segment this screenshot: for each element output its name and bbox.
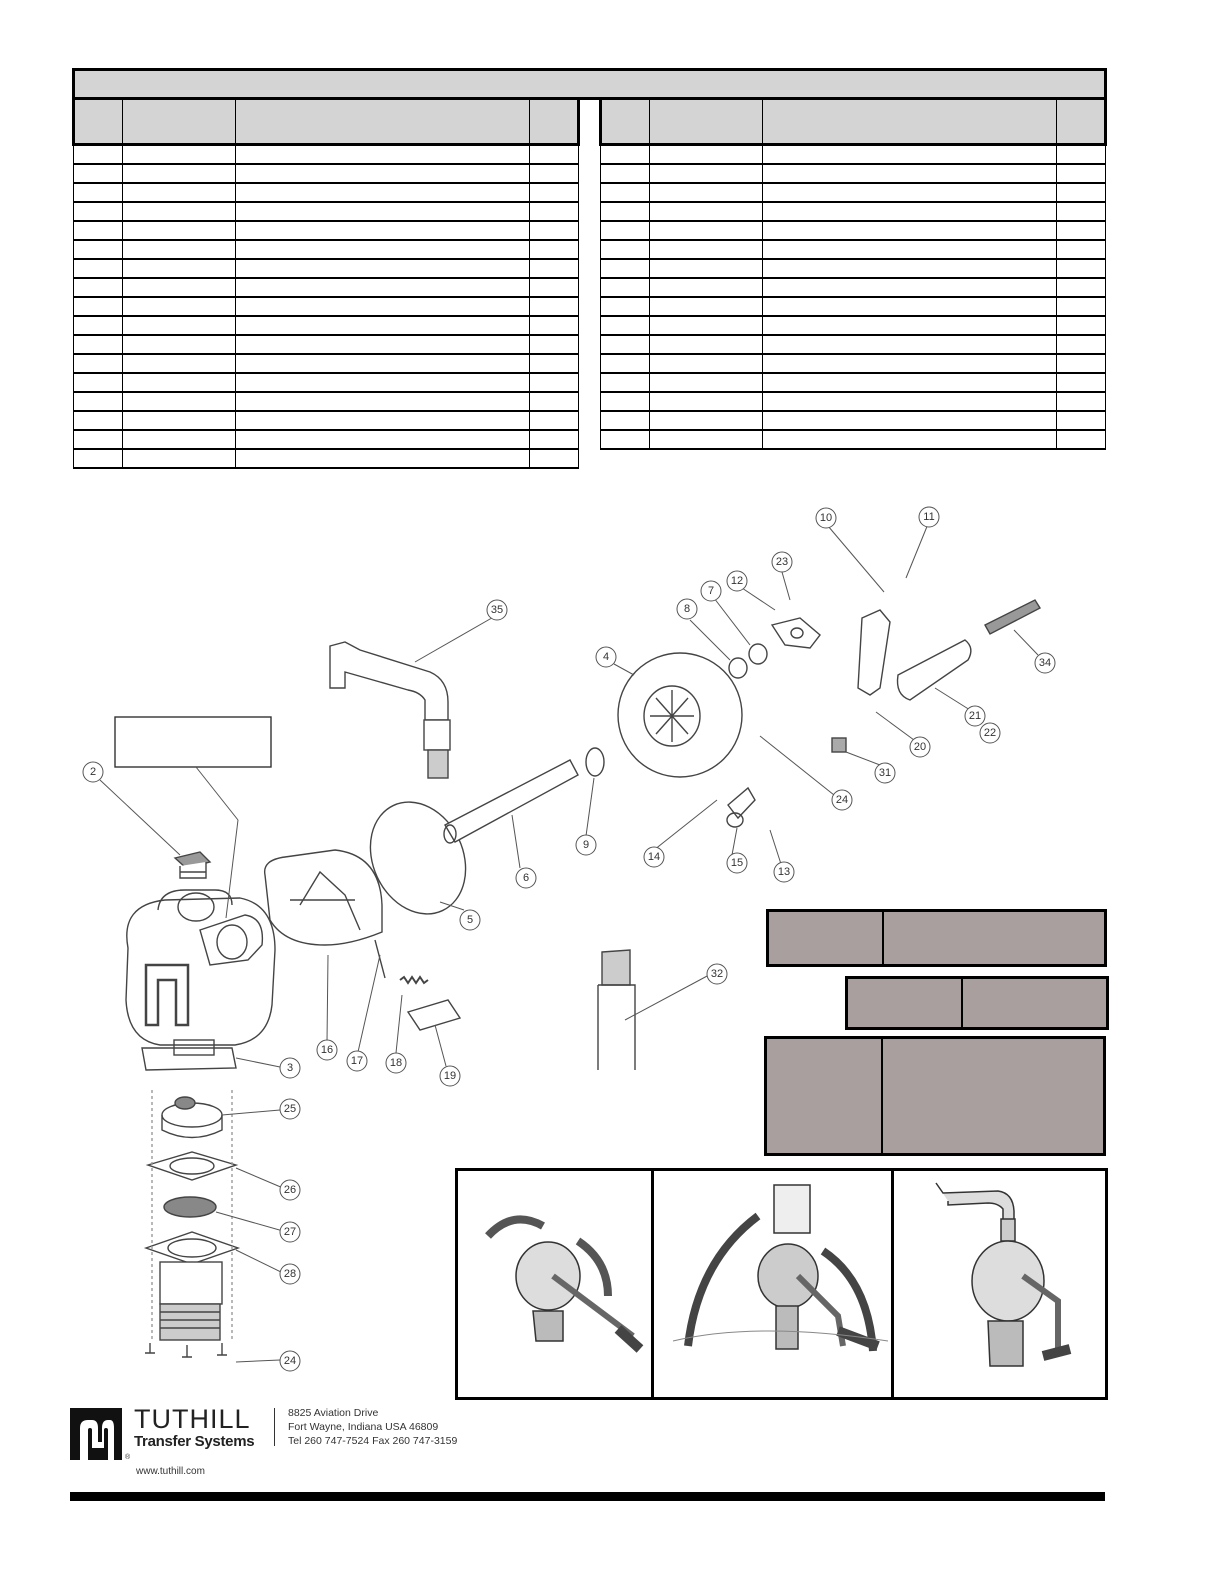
table-row bbox=[74, 335, 579, 354]
table-cell-item bbox=[74, 411, 123, 430]
callout-label: 24 bbox=[283, 1355, 297, 1367]
callout-22 bbox=[980, 723, 1000, 743]
header-cell-description bbox=[236, 99, 530, 145]
table-cell-description bbox=[236, 335, 530, 354]
plug-drawing bbox=[175, 852, 210, 878]
table-cell-qty bbox=[1057, 278, 1106, 297]
table-cell-item bbox=[601, 335, 650, 354]
callout-5 bbox=[460, 910, 480, 930]
table-cell-part-number bbox=[650, 373, 763, 392]
table-row bbox=[74, 278, 579, 297]
callout-19 bbox=[440, 1066, 460, 1086]
table-cell-description bbox=[763, 278, 1057, 297]
table-cell-item bbox=[601, 278, 650, 297]
table-cell-qty bbox=[530, 278, 579, 297]
callout-10 bbox=[816, 508, 836, 528]
table-cell-part-number bbox=[123, 183, 236, 202]
parts-table-right bbox=[599, 97, 1107, 450]
pump-body-drawing bbox=[126, 890, 275, 1070]
callout-24 bbox=[832, 790, 852, 810]
callout-label: 15 bbox=[730, 857, 744, 869]
table-cell-part-number bbox=[650, 259, 763, 278]
callout-24 bbox=[280, 1351, 300, 1371]
table-row bbox=[74, 392, 579, 411]
header-cell-description bbox=[763, 99, 1057, 145]
table-row bbox=[74, 297, 579, 316]
table-row bbox=[601, 316, 1106, 335]
table-row bbox=[601, 145, 1106, 165]
table-row bbox=[74, 316, 579, 335]
table-cell-part-number bbox=[650, 411, 763, 430]
table-row bbox=[601, 335, 1106, 354]
table-cell-description bbox=[236, 202, 530, 221]
table-cell-item bbox=[74, 316, 123, 335]
table-cell-item bbox=[74, 240, 123, 259]
table-cell-item bbox=[74, 354, 123, 373]
table-row bbox=[74, 240, 579, 259]
callout-25 bbox=[280, 1099, 300, 1119]
table-cell-item bbox=[601, 240, 650, 259]
brand-name: TUTHILL bbox=[134, 1404, 251, 1434]
callout-label: 24 bbox=[835, 794, 849, 806]
header-cell-part-number bbox=[123, 99, 236, 145]
tuthill-logo-icon bbox=[70, 1408, 122, 1460]
address-city: Fort Wayne, Indiana USA 46809 bbox=[288, 1421, 439, 1433]
callout-16 bbox=[317, 1040, 337, 1060]
table-row bbox=[601, 183, 1106, 202]
callout-15 bbox=[727, 853, 747, 873]
washer-8-drawing bbox=[729, 658, 747, 678]
table-cell-part-number bbox=[650, 430, 763, 449]
table-cell-description bbox=[236, 278, 530, 297]
table-cell-part-number bbox=[123, 335, 236, 354]
callout-23 bbox=[772, 552, 792, 572]
table-cell-part-number bbox=[123, 240, 236, 259]
table-cell-part-number bbox=[123, 430, 236, 449]
table-cell-qty bbox=[1057, 430, 1106, 449]
table-cell-description bbox=[236, 373, 530, 392]
table-row bbox=[74, 221, 579, 240]
bracket-drawing bbox=[772, 618, 820, 648]
table-cell-qty bbox=[1057, 297, 1106, 316]
callout-label: 32 bbox=[710, 968, 724, 980]
table-cell-item bbox=[601, 145, 650, 165]
table-cell-part-number bbox=[650, 164, 763, 183]
table-cell-item bbox=[601, 183, 650, 202]
table-row bbox=[601, 430, 1106, 449]
table-cell-item bbox=[74, 449, 123, 468]
table-cell-description bbox=[763, 240, 1057, 259]
o-ring-drawing bbox=[586, 748, 604, 776]
table-cell-item bbox=[74, 259, 123, 278]
table-cell-item bbox=[601, 430, 650, 449]
table-row bbox=[74, 259, 579, 278]
callout-label: 9 bbox=[582, 839, 590, 851]
photo-2-pump-with-meter bbox=[673, 1185, 888, 1351]
check-valve-stack-drawing bbox=[145, 1090, 238, 1357]
table-cell-part-number bbox=[123, 411, 236, 430]
callout-3 bbox=[280, 1058, 300, 1078]
callout-label: 5 bbox=[466, 914, 474, 926]
table-cell-part-number bbox=[123, 278, 236, 297]
callout-35 bbox=[487, 600, 507, 620]
rotor-drawing bbox=[265, 850, 382, 945]
table-cell-description bbox=[236, 430, 530, 449]
table-cell-item bbox=[74, 202, 123, 221]
table-cell-description bbox=[236, 392, 530, 411]
table-cell-qty bbox=[530, 335, 579, 354]
table-cell-description bbox=[236, 411, 530, 430]
callout-28 bbox=[280, 1264, 300, 1284]
grip-drawing bbox=[898, 640, 971, 700]
table-cell-description bbox=[236, 221, 530, 240]
callout-label: 31 bbox=[878, 767, 892, 779]
table-cell-part-number bbox=[650, 297, 763, 316]
callout-label: 28 bbox=[283, 1268, 297, 1280]
callout-label: 13 bbox=[777, 866, 791, 878]
parts-table-left bbox=[72, 97, 580, 469]
callout-label: 23 bbox=[775, 556, 789, 568]
callout-11 bbox=[919, 507, 939, 527]
table-cell-qty bbox=[1057, 240, 1106, 259]
table-cell-qty bbox=[1057, 354, 1106, 373]
table-cell-description bbox=[236, 240, 530, 259]
callout-label: 14 bbox=[647, 851, 661, 863]
washer-7-drawing bbox=[749, 644, 767, 664]
table-cell-qty bbox=[530, 259, 579, 278]
table-row bbox=[601, 202, 1106, 221]
header-cell-item bbox=[601, 99, 650, 145]
callout-2 bbox=[83, 762, 103, 782]
callout-20 bbox=[910, 737, 930, 757]
callout-13 bbox=[774, 862, 794, 882]
table-row bbox=[601, 164, 1106, 183]
table-cell-qty bbox=[530, 392, 579, 411]
table-cell-part-number bbox=[650, 392, 763, 411]
pump-photo-illustrations bbox=[458, 1171, 1105, 1397]
callout-26 bbox=[280, 1180, 300, 1200]
table-cell-part-number bbox=[123, 202, 236, 221]
table-cell-description bbox=[763, 202, 1057, 221]
table-cell-part-number bbox=[650, 316, 763, 335]
box-divider bbox=[881, 1039, 883, 1153]
brand-subtitle: Transfer Systems bbox=[134, 1433, 255, 1450]
table-header-row bbox=[74, 99, 579, 145]
table-row bbox=[601, 221, 1106, 240]
callout-9 bbox=[576, 835, 596, 855]
table-cell-item bbox=[74, 392, 123, 411]
callout-14 bbox=[644, 847, 664, 867]
callout-label: 22 bbox=[983, 727, 997, 739]
table-cell-part-number bbox=[123, 354, 236, 373]
table-row bbox=[74, 449, 579, 468]
table-cell-qty bbox=[530, 354, 579, 373]
table-cell-description bbox=[763, 411, 1057, 430]
parts-table-title-bar bbox=[72, 68, 1107, 100]
header-cell-qty bbox=[530, 99, 579, 145]
table-cell-part-number bbox=[123, 297, 236, 316]
table-row bbox=[601, 392, 1106, 411]
table-cell-description bbox=[763, 183, 1057, 202]
grey-box-middle bbox=[845, 976, 1109, 1030]
header-cell-part-number bbox=[650, 99, 763, 145]
table-cell-qty bbox=[1057, 392, 1106, 411]
cover-drawing bbox=[618, 653, 742, 777]
table-cell-description bbox=[236, 164, 530, 183]
table-cell-part-number bbox=[650, 240, 763, 259]
table-cell-item bbox=[74, 183, 123, 202]
table-cell-part-number bbox=[123, 221, 236, 240]
table-cell-description bbox=[236, 354, 530, 373]
footer-separator bbox=[274, 1408, 275, 1446]
grey-box-bottom bbox=[764, 1036, 1106, 1156]
table-cell-item bbox=[601, 373, 650, 392]
table-cell-part-number bbox=[650, 183, 763, 202]
table-cell-item bbox=[74, 221, 123, 240]
callout-label: 4 bbox=[602, 651, 610, 663]
table-cell-qty bbox=[1057, 373, 1106, 392]
callout-12 bbox=[727, 571, 747, 591]
callout-21 bbox=[965, 706, 985, 726]
table-row bbox=[74, 164, 579, 183]
callout-label: 2 bbox=[89, 766, 97, 778]
table-cell-description bbox=[236, 297, 530, 316]
address-street: 8825 Aviation Drive bbox=[288, 1407, 379, 1419]
table-row bbox=[601, 373, 1106, 392]
callout-label: 12 bbox=[730, 575, 744, 587]
callout-label: 3 bbox=[286, 1062, 294, 1074]
table-cell-item bbox=[601, 221, 650, 240]
table-cell-description bbox=[763, 335, 1057, 354]
table-row bbox=[601, 259, 1106, 278]
table-cell-qty bbox=[530, 411, 579, 430]
callout-label: 6 bbox=[522, 872, 530, 884]
callout-label: 21 bbox=[968, 710, 982, 722]
callout-27 bbox=[280, 1222, 300, 1242]
callout-4 bbox=[596, 647, 616, 667]
table-cell-qty bbox=[1057, 411, 1106, 430]
nut-drawing bbox=[832, 738, 846, 752]
suction-pipe-drawing bbox=[598, 950, 635, 1070]
table-cell-description bbox=[236, 183, 530, 202]
table-cell-description bbox=[763, 221, 1057, 240]
header-cell-item bbox=[74, 99, 123, 145]
table-cell-qty bbox=[530, 164, 579, 183]
box-divider bbox=[961, 979, 963, 1027]
callout-label: 10 bbox=[819, 512, 833, 524]
table-cell-part-number bbox=[123, 373, 236, 392]
table-cell-qty bbox=[530, 297, 579, 316]
table-cell-qty bbox=[1057, 145, 1106, 165]
callout-label: 19 bbox=[443, 1070, 457, 1082]
callout-17 bbox=[347, 1051, 367, 1071]
table-cell-item bbox=[74, 164, 123, 183]
product-photos-panel bbox=[455, 1168, 1108, 1400]
table-row bbox=[74, 411, 579, 430]
header-cell-qty bbox=[1057, 99, 1106, 145]
table-cell-item bbox=[601, 164, 650, 183]
table-cell-description bbox=[763, 164, 1057, 183]
table-cell-description bbox=[236, 316, 530, 335]
callout-label: 11 bbox=[923, 511, 935, 523]
address-phone-fax: Tel 260 747-7524 Fax 260 747-3159 bbox=[288, 1435, 458, 1447]
callout-8 bbox=[677, 599, 697, 619]
table-cell-qty bbox=[530, 221, 579, 240]
callout-7 bbox=[701, 581, 721, 601]
table-cell-item bbox=[601, 392, 650, 411]
table-cell-item bbox=[74, 335, 123, 354]
table-cell-item bbox=[601, 411, 650, 430]
spring-drawing bbox=[400, 977, 428, 983]
table-cell-part-number bbox=[123, 259, 236, 278]
table-cell-item bbox=[74, 297, 123, 316]
callout-6 bbox=[516, 868, 536, 888]
table-cell-qty bbox=[530, 316, 579, 335]
table-cell-item bbox=[74, 145, 123, 165]
table-cell-item bbox=[601, 259, 650, 278]
table-row bbox=[601, 411, 1106, 430]
callout-label: 16 bbox=[320, 1044, 334, 1056]
bolt-drawing bbox=[985, 600, 1040, 634]
photo-1-pump-with-hoses bbox=[488, 1219, 640, 1349]
table-row bbox=[601, 297, 1106, 316]
table-cell-qty bbox=[530, 202, 579, 221]
box-divider bbox=[882, 912, 884, 964]
table-cell-qty bbox=[530, 430, 579, 449]
table-cell-part-number bbox=[650, 335, 763, 354]
table-cell-part-number bbox=[123, 164, 236, 183]
table-cell-qty bbox=[530, 145, 579, 165]
table-cell-part-number bbox=[650, 145, 763, 165]
table-cell-description bbox=[763, 316, 1057, 335]
website-link[interactable]: www.tuthill.com bbox=[136, 1466, 205, 1477]
table-cell-qty bbox=[530, 373, 579, 392]
photo-3-pump-with-spout bbox=[936, 1183, 1070, 1366]
table-row bbox=[601, 240, 1106, 259]
callout-label: 35 bbox=[490, 604, 504, 616]
table-cell-qty bbox=[530, 183, 579, 202]
table-row bbox=[601, 278, 1106, 297]
table-cell-qty bbox=[1057, 335, 1106, 354]
table-cell-qty bbox=[1057, 221, 1106, 240]
table-cell-qty bbox=[530, 240, 579, 259]
registered-mark: ® bbox=[125, 1454, 131, 1461]
table-cell-part-number bbox=[650, 278, 763, 297]
grey-box-top bbox=[766, 909, 1107, 967]
table-cell-part-number bbox=[123, 145, 236, 165]
callout-label: 8 bbox=[683, 603, 691, 615]
table-cell-qty bbox=[1057, 183, 1106, 202]
table-cell-description bbox=[763, 145, 1057, 165]
table-cell-item bbox=[601, 354, 650, 373]
table-row bbox=[74, 145, 579, 165]
callout-label: 18 bbox=[389, 1057, 403, 1069]
callout-label: 17 bbox=[350, 1055, 364, 1067]
callout-label: 34 bbox=[1038, 657, 1052, 669]
table-cell-description bbox=[236, 449, 530, 468]
table-cell-qty bbox=[1057, 316, 1106, 335]
table-cell-qty bbox=[1057, 164, 1106, 183]
table-cell-description bbox=[236, 259, 530, 278]
table-cell-part-number bbox=[650, 221, 763, 240]
table-cell-item bbox=[601, 297, 650, 316]
callout-label: 26 bbox=[283, 1184, 297, 1196]
table-row bbox=[74, 202, 579, 221]
table-row bbox=[74, 430, 579, 449]
callout-32 bbox=[707, 964, 727, 984]
table-header-row bbox=[601, 99, 1106, 145]
callout-18 bbox=[386, 1053, 406, 1073]
crank-lever-drawing bbox=[858, 610, 890, 695]
callout-label: 27 bbox=[283, 1226, 297, 1238]
callout-31 bbox=[875, 763, 895, 783]
table-cell-description bbox=[763, 373, 1057, 392]
table-cell-qty bbox=[530, 449, 579, 468]
table-cell-item bbox=[74, 278, 123, 297]
table-row bbox=[601, 354, 1106, 373]
table-row bbox=[74, 354, 579, 373]
table-cell-description bbox=[236, 145, 530, 165]
table-row bbox=[74, 373, 579, 392]
table-cell-part-number bbox=[123, 316, 236, 335]
footer-rule bbox=[70, 1492, 1105, 1501]
table-cell-description bbox=[763, 392, 1057, 411]
table-cell-part-number bbox=[650, 202, 763, 221]
table-cell-item bbox=[74, 373, 123, 392]
table-cell-description bbox=[763, 430, 1057, 449]
table-cell-item bbox=[74, 430, 123, 449]
table-cell-part-number bbox=[123, 449, 236, 468]
table-cell-part-number bbox=[123, 392, 236, 411]
table-cell-qty bbox=[1057, 202, 1106, 221]
table-cell-description bbox=[763, 354, 1057, 373]
company-address bbox=[288, 1406, 457, 1448]
callout-label: 7 bbox=[707, 585, 715, 597]
table-cell-qty bbox=[1057, 259, 1106, 278]
note-box bbox=[115, 717, 271, 767]
table-cell-item bbox=[601, 202, 650, 221]
callout-label: 25 bbox=[283, 1103, 297, 1115]
callout-label: 20 bbox=[913, 741, 927, 753]
shaft-drawing bbox=[444, 760, 578, 843]
strainer-pad-drawing bbox=[408, 1000, 460, 1030]
table-cell-description bbox=[763, 297, 1057, 316]
table-cell-description bbox=[763, 259, 1057, 278]
callout-34 bbox=[1035, 653, 1055, 673]
table-cell-item bbox=[601, 316, 650, 335]
table-row bbox=[74, 183, 579, 202]
table-cell-part-number bbox=[650, 354, 763, 373]
